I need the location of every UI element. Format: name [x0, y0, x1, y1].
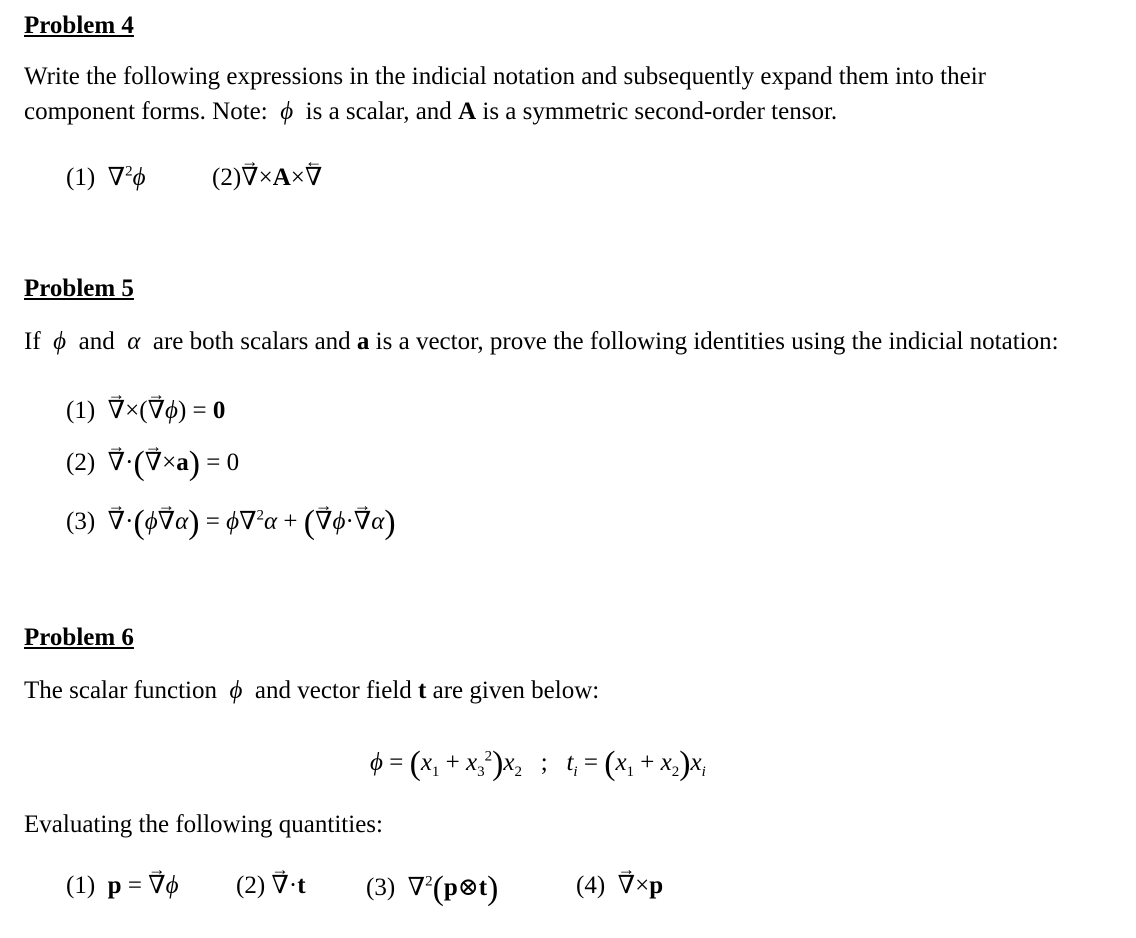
problem-4-expression-1: (1) ∇$^2$ϕ — [66, 163, 146, 191]
problem-6-quantity-3: (3) ∇$^2$(p⊗t) — [366, 870, 499, 907]
problem-4-text-line-1: Write the following expressions in the indicial notation and subsequently expand them into their — [24, 63, 986, 90]
problem-5-text: If ϕ and α are both scalars and a is a vector, prove the following identities using the indicial notation: — [24, 328, 1059, 355]
problem-5-identity-2: (2) → ∇·(→ ∇×a) = 0 — [66, 445, 239, 483]
problem-6-quantity-2: (2) → ∇·t — [236, 870, 306, 900]
problem-4-heading: Problem 4 — [24, 12, 134, 39]
problem-4-text-line-2: component forms. Note: ϕ is a scalar, and A is a symmetric second-order tensor. — [24, 98, 838, 125]
problem-5-heading: Problem 5 — [24, 275, 134, 302]
problem-4-expression-2: (2)→ ∇×A×← ∇ — [212, 162, 322, 192]
problem-6-definitions: $\phi = (x_1 + x_3^2)x_2$ ; $t_i = (x_1 + x_2)x_i$ — [370, 745, 706, 782]
problem-5-identity-3: (3) → ∇·(ϕ→ ∇α) = ϕ∇$^2$α + (→ ∇ϕ·→ ∇α) — [66, 504, 396, 542]
problem-6-quantity-4: (4) → ∇×p — [576, 870, 663, 900]
problem-6-quantity-1: (1) p = → ∇ϕ — [66, 870, 179, 900]
problem-6-text: The scalar function ϕ and vector field t are given below: — [24, 677, 600, 704]
problem-5-identity-1: (1) → ∇×(→ ∇ϕ) = 0 — [66, 395, 225, 425]
problem-6-heading: Problem 6 — [24, 624, 134, 651]
problem-6-evaluating-text: Evaluating the following quantities: — [24, 811, 383, 838]
